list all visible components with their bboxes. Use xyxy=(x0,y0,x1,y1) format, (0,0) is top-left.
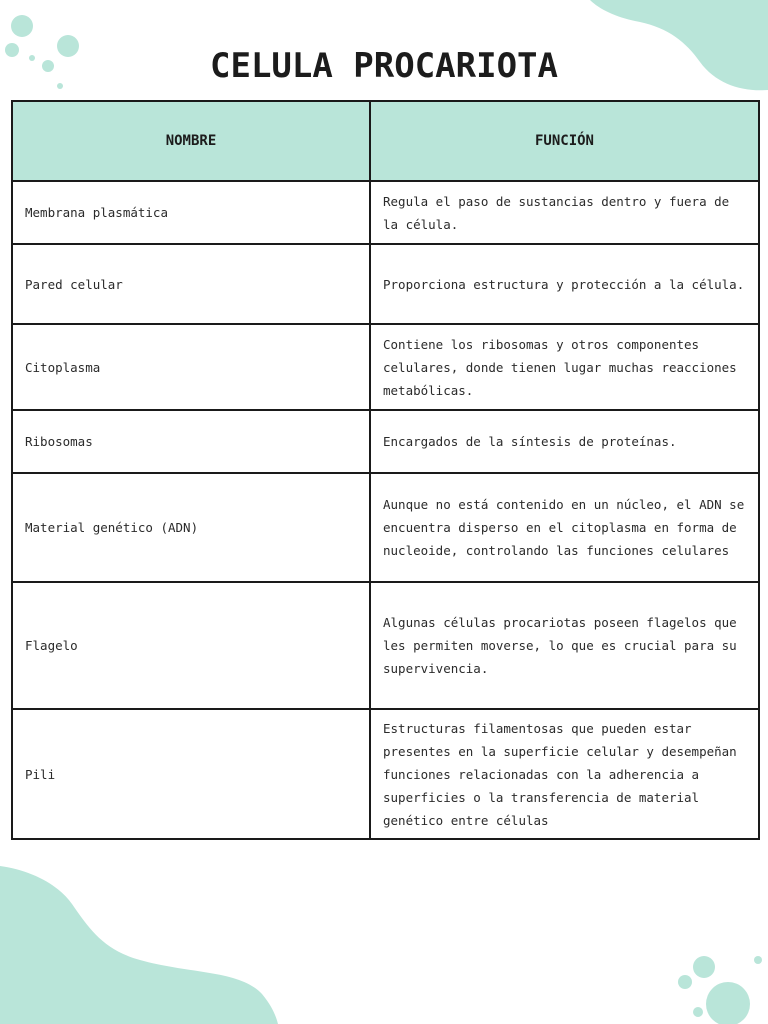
cell-function: Contiene los ribosomas y otros componentes celulares, donde tienen lugar muchas reacciones metabólicas. xyxy=(370,324,759,410)
page-title: CELULA PROCARIOTA xyxy=(210,46,558,86)
header-function: FUNCIÓN xyxy=(370,101,759,181)
cell-name: Ribosomas xyxy=(12,410,370,473)
bubble-bottom-right-4 xyxy=(693,1007,703,1017)
cell-name: Pili xyxy=(12,709,370,839)
cell-function: Encargados de la síntesis de proteínas. xyxy=(370,410,759,473)
table-row xyxy=(12,324,759,410)
bubble-bottom-right-3 xyxy=(706,982,750,1024)
table-header-row xyxy=(12,101,759,181)
table-row xyxy=(12,181,759,244)
table-row xyxy=(12,473,759,582)
cell-function: Algunas células procariotas poseen flagelos que les permiten moverse, lo que es crucial para su supervivencia. xyxy=(370,582,759,709)
cell-function: Regula el paso de sustancias dentro y fuera de la célula. xyxy=(370,181,759,244)
cell-name: Membrana plasmática xyxy=(12,181,370,244)
cell-name: Pared celular xyxy=(12,244,370,324)
table-row xyxy=(12,582,759,709)
cell-function: Aunque no está contenido en un núcleo, el ADN se encuentra disperso en el citoplasma en forma de nucleoide, controlando las funciones celulares xyxy=(370,473,759,582)
cell-function: Proporciona estructura y protección a la célula. xyxy=(370,244,759,324)
table-row xyxy=(12,410,759,473)
bubble-top-left-1 xyxy=(11,15,33,37)
prokaryote-table xyxy=(11,100,760,840)
bubble-bottom-right-2 xyxy=(678,975,692,989)
header-name: NOMBRE xyxy=(12,101,370,181)
table-row xyxy=(12,244,759,324)
cell-function: Estructuras filamentosas que pueden estar presentes en la superficie celular y desempeñan funciones relacionadas con la adherencia a superficies o la transferencia de material genético entre células xyxy=(370,709,759,839)
table-row xyxy=(12,709,759,839)
cell-name: Material genético (ADN) xyxy=(12,473,370,582)
cell-name: Flagelo xyxy=(12,582,370,709)
bubble-bottom-right-1 xyxy=(693,956,715,978)
bottom-left-blob xyxy=(0,866,278,1024)
cell-name: Citoplasma xyxy=(12,324,370,410)
bubble-bottom-right-5 xyxy=(754,956,762,964)
